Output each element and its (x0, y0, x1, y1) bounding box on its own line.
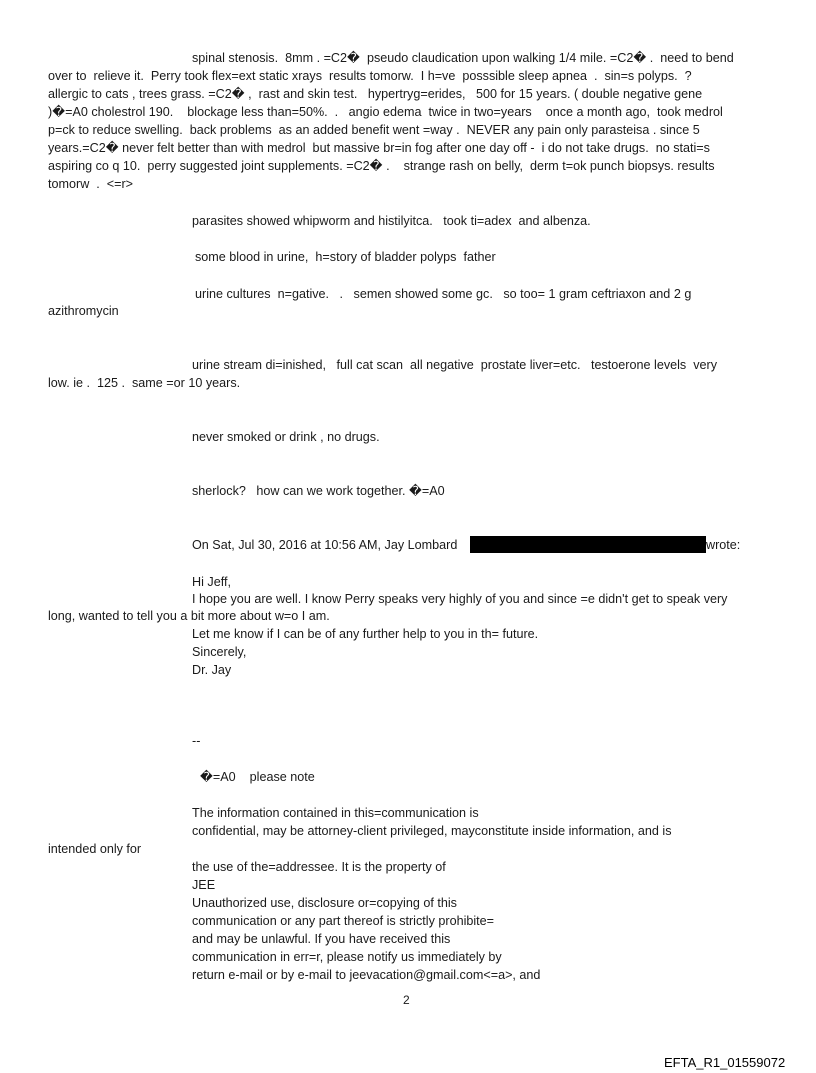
disclaimer-line: and may be unlawful. If you have received this (192, 932, 451, 946)
urine-stream-line: urine stream di=inished, full cat scan all negative prostate liver=etc. testoerone levels very (192, 358, 718, 372)
reply-body-line: I hope you are well. I know Perry speaks very highly of you and since =e didn't get to speak very (192, 592, 728, 606)
page-number: 2 (403, 993, 410, 1007)
quote-header-suffix: wrote: (706, 538, 741, 552)
para1-line: allergic to cats , trees grass. =C2� , rast and skin test. hypertryg=erides, 500 for 15 years. ( double negative gene (48, 87, 703, 101)
disclaimer-line: communication or any part thereof is strictly prohibite= (192, 914, 495, 928)
para1-line: tomorw . <=r> (48, 177, 134, 191)
disclaimer-line: intended only for (48, 842, 142, 856)
para1-line: aspiring co q 10. perry suggested joint supplements. =C2� . strange rash on belly, derm t=ok punch biopsys. results (48, 159, 715, 173)
urine-cultures-line: azithromycin (48, 304, 119, 318)
bates-number: EFTA_R1_01559072 (664, 1055, 786, 1070)
reply-signature: Dr. Jay (192, 663, 232, 677)
sherlock-line: sherlock? how can we work together. �=A0 (192, 484, 445, 498)
disclaimer-line: Unauthorized use, disclosure or=copying of this (192, 896, 457, 910)
reply-body-line: Let me know if I can be of any further help to you in th= future. (192, 627, 539, 641)
para1-line: p=ck to reduce swelling. back problems as an added benefit went =way . NEVER any pain only parasteisa . since 5 (48, 123, 700, 137)
disclaimer-line: return e-mail or by e-mail to jeevacation@gmail.com<=a>, and (192, 968, 541, 982)
para1-line: )�=A0 cholestrol 190. blockage less than=50%. . angio edema twice in two=years once a month ago, took medrol (48, 105, 723, 119)
never-smoked-line: never smoked or drink , no drugs. (192, 430, 380, 444)
disclaimer-line: The information contained in this=communication is (192, 806, 479, 820)
signature-separator: -- (192, 734, 201, 748)
urine-stream-line: low. ie . 125 . same =or 10 years. (48, 376, 241, 390)
reply-greeting: Hi Jeff, (192, 575, 231, 589)
please-note-line: �=A0 please note (200, 770, 315, 784)
reply-body-line: long, wanted to tell you a bit more about w=o I am. (48, 609, 330, 623)
blood-line: some blood in urine, h=story of bladder polyps father (195, 250, 496, 264)
disclaimer-line: the use of the=addressee. It is the property of (192, 860, 446, 874)
urine-cultures-line: urine cultures n=gative. . semen showed some gc. so too= 1 gram ceftriaxon and 2 g (195, 287, 692, 301)
para1-line: spinal stenosis. 8mm . =C2� pseudo claudication upon walking 1/4 mile. =C2� . need to bend (192, 51, 734, 65)
reply-closing: Sincerely, (192, 645, 247, 659)
disclaimer-line: confidential, may be attorney-client privileged, mayconstitute inside information, and is (192, 824, 672, 838)
disclaimer-line: JEE (192, 878, 216, 892)
disclaimer-line: communication in err=r, please notify us immediately by (192, 950, 502, 964)
para1-line: over to relieve it. Perry took flex=ext static xrays results tomorw. I h=ve posssible sleep apnea . sin=s polyps. ? (48, 69, 692, 83)
redaction-block (470, 536, 706, 553)
para1-line: years.=C2� never felt better than with medrol but massive br=in fog after one day off - i do not take drugs. no stati=s (48, 141, 710, 155)
quote-header-prefix: On Sat, Jul 30, 2016 at 10:56 AM, Jay Lombard (192, 538, 458, 552)
parasites-line: parasites showed whipworm and histilyitca. took ti=adex and albenza. (192, 214, 591, 228)
